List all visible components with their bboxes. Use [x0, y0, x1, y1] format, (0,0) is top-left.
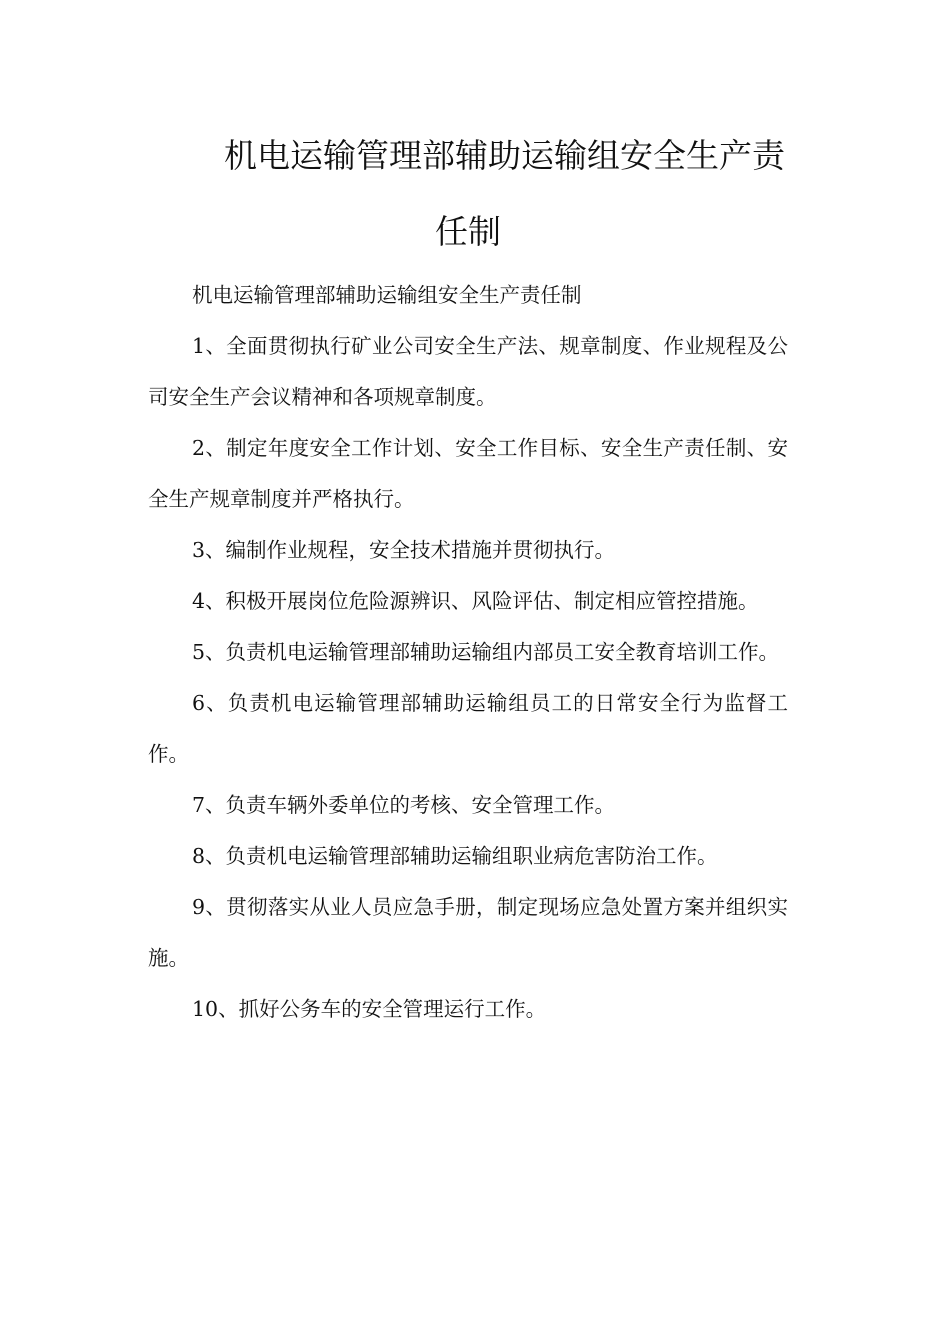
paragraph-item-10: 10、抓好公务车的安全管理运行工作。: [192, 997, 547, 1021]
title-line-1: 机电运输管理部辅助运输组安全生产责: [224, 136, 785, 175]
document-body: [148, 270, 788, 1035]
paragraph-item-3: 3、编制作业规程，安全技术措施并贯彻执行。: [192, 538, 616, 562]
paragraph-item-6: 6、负责机电运输管理部辅助运输组员工的日常安全行为监督工作。: [148, 691, 788, 766]
paragraph-item-5: 5、负责机电运输管理部辅助运输组内部员工安全教育培训工作。: [192, 640, 780, 664]
paragraph-item-1: 1、全面贯彻执行矿业公司安全生产法、规章制度、作业规程及公司安全生产会议精神和各项规章制度。: [148, 334, 788, 409]
paragraph-item-8: 8、负责机电运输管理部辅助运输组职业病危害防治工作。: [192, 844, 718, 868]
paragraph-item-4: 4、积极开展岗位危险源辨识、风险评估、制定相应管控措施。: [192, 589, 759, 613]
paragraph-item-9: 9、贯彻落实从业人员应急手册，制定现场应急处置方案并组织实施。: [148, 895, 788, 970]
document-title: [148, 118, 788, 270]
paragraph-item-2: 2、制定年度安全工作计划、安全工作目标、安全生产责任制、安全生产规章制度并严格执行。: [148, 436, 788, 511]
paragraph-heading: 机电运输管理部辅助运输组安全生产责任制: [192, 283, 582, 307]
title-line-2: 任制: [435, 212, 501, 251]
paragraph-item-7: 7、负责车辆外委单位的考核、安全管理工作。: [192, 793, 616, 817]
